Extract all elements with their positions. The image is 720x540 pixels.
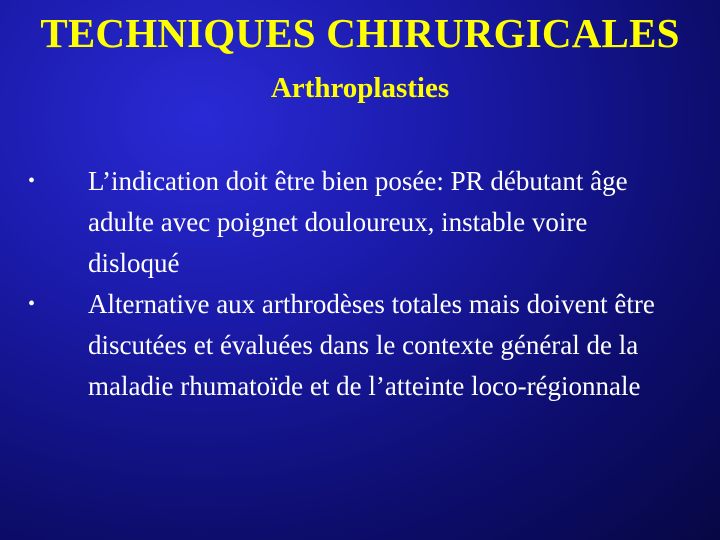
bullet-text: Alternative aux arthrodèses totales mais doivent être discutées et évaluées dans le contexte général de la maladie rhumatoïde et de l’atteinte loco-régionnale [88,289,655,401]
slide-title: TECHNIQUES CHIRURGICALES [40,10,680,56]
bullet-item [28,284,668,407]
bullet-text: L’indication doit être bien posée: PR débutant âge adulte avec poignet douloureux, instable voire disloqué [88,166,628,278]
bullet-marker: • [28,293,36,315]
bullet-list [28,161,668,407]
slide-subtitle: Arthroplasties [270,72,450,104]
bullet-marker: • [28,170,36,192]
bullet-item [28,161,668,284]
